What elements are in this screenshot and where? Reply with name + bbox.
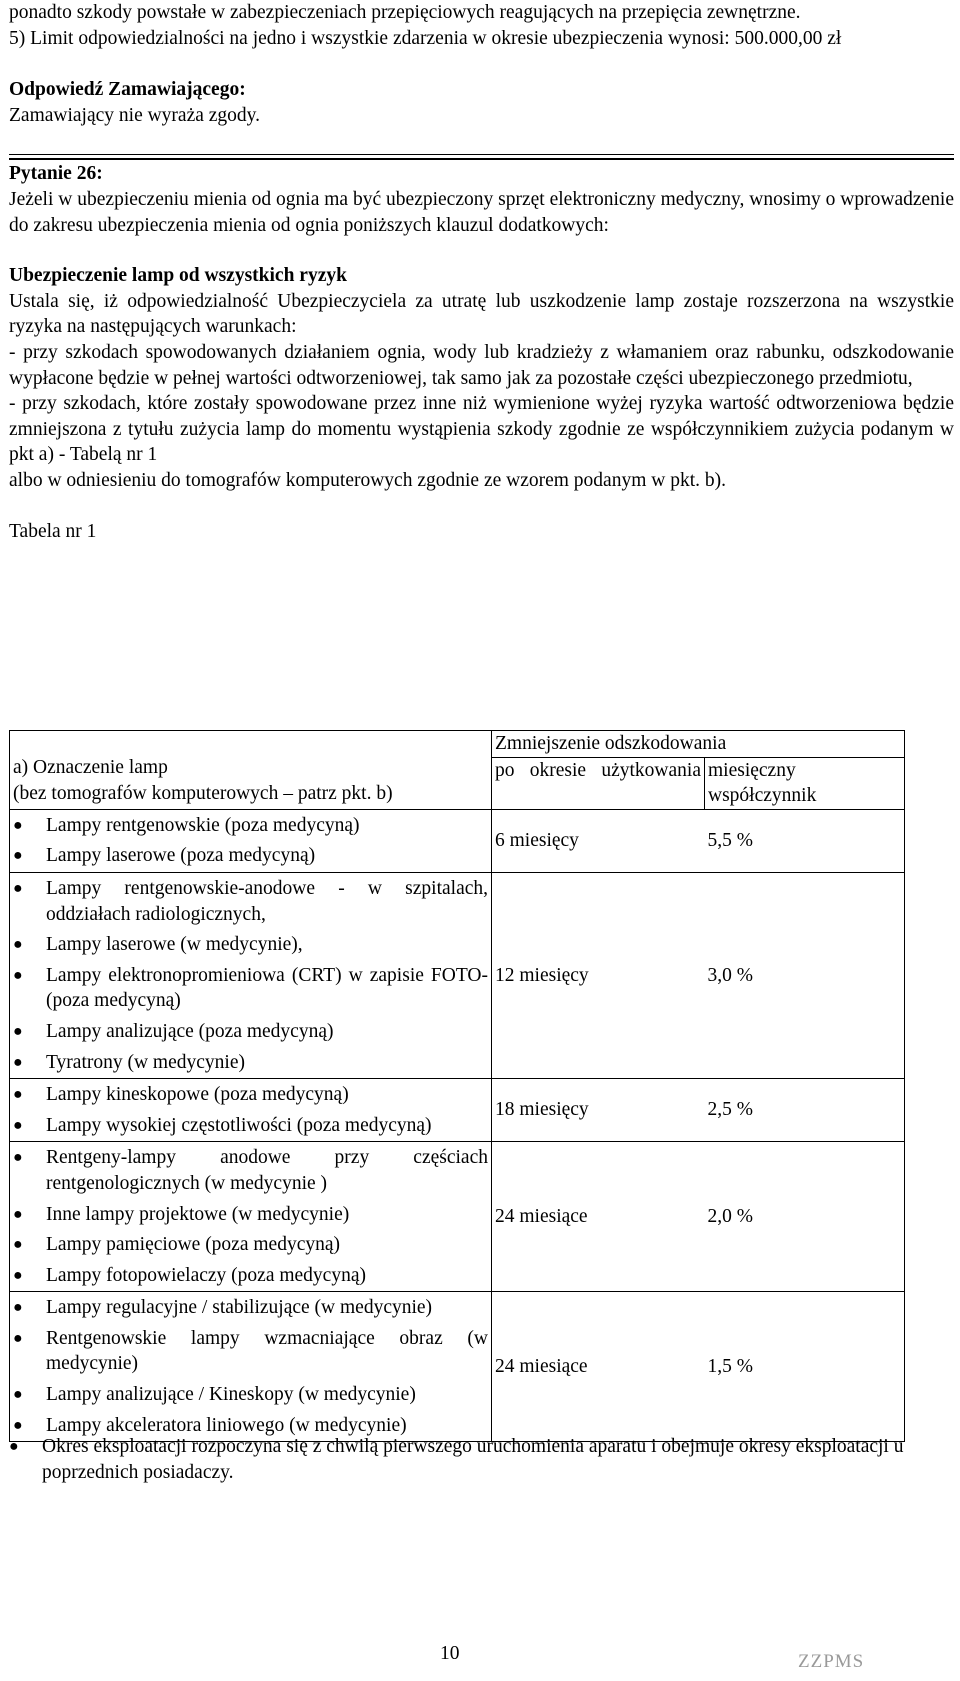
bullet-icon: ●	[13, 966, 23, 984]
list-item	[13, 1295, 488, 1321]
list-item	[13, 876, 488, 927]
lamp-list-cell	[10, 872, 492, 1078]
period-cell: 18 miesięcy	[492, 1079, 705, 1142]
question-heading: Pytanie 26:	[9, 163, 103, 185]
document-page	[9, 0, 954, 1483]
list-item	[13, 1113, 488, 1139]
page-number: 10	[440, 1643, 460, 1664]
clause-paragraph-3: - przy szkodach, które zostały spowodowane przez inne niż wymienione wyżej ryzyka wartość odtworzeniowa będzie zmniejszona z tytułu zużycia lamp do momentu wystąpienia szkody zgodnie ze współczynnikiem zużycia podanym w pkt a) - Tabelą nr 1	[9, 393, 954, 466]
list-item	[13, 1019, 488, 1045]
lamp-type: Lampy analizujące / Kineskopy (w medycynie)	[46, 1384, 416, 1406]
lamp-list-cell	[10, 1142, 492, 1292]
table-row	[10, 1079, 905, 1142]
clause-paragraph-4: albo w odniesieniu do tomografów komputerowych zgodnie ze wzorem podanym w pkt. b).	[9, 469, 726, 491]
lamp-type: Rentgeny-lampy anodowe przy częściach rentgenologicznych (w medycynie )	[46, 1147, 488, 1194]
header-factor: miesięczny współczynnik	[705, 757, 905, 809]
lamp-type: Lampy elektronopromieniowa (CRT) w zapisie FOTO- (poza medycyną)	[46, 964, 488, 1012]
table-row	[10, 1292, 905, 1442]
table-row	[10, 1142, 905, 1292]
answer-text: Zamawiający nie wyraża zgody.	[9, 104, 261, 126]
bullet-icon: ●	[13, 1205, 23, 1223]
list-item	[13, 1263, 488, 1289]
list-item	[13, 932, 488, 958]
answer-heading: Odpowiedź Zamawiającego:	[9, 79, 246, 101]
factor-cell: 5,5 %	[705, 809, 905, 872]
table-caption: Tabela nr 1	[9, 520, 97, 542]
bullet-icon: ●	[13, 1236, 23, 1254]
question-text: Jeżeli w ubezpieczeniu mienia od ognia ma być ubezpieczony sprzęt elektroniczny medyczny, wnosimy o wprowadzenie do zakresu ubezpieczenia mienia od ognia poniższych klauzul dodatkowych:	[9, 188, 954, 236]
period-cell: 12 miesięcy	[492, 872, 705, 1078]
header-lamp-designation	[10, 731, 492, 810]
lamp-list-cell	[10, 1079, 492, 1142]
list-item	[13, 1145, 488, 1196]
list-item	[13, 1050, 488, 1076]
lamp-list-cell	[10, 809, 492, 872]
factor-cell: 1,5 %	[705, 1292, 905, 1442]
header-reduction-group: Zmniejszenie odszkodowania	[492, 731, 905, 758]
section-divider	[9, 154, 954, 160]
final-note	[9, 1434, 954, 1485]
clause-heading: Ubezpieczenie lamp od wszystkich ryzyk	[9, 265, 347, 287]
bullet-icon: ●	[9, 1438, 19, 1455]
list-item	[13, 1232, 488, 1258]
period-cell: 6 miesięcy	[492, 809, 705, 872]
header-col1-line1: a) Oznaczenie lamp	[13, 757, 168, 778]
final-bullet-text: Okres eksploatacji rozpoczyna się z chwilą pierwszego uruchomienia aparatu i obejmuje okresy eksploatacji u poprzednich posiadaczy.	[42, 1436, 904, 1483]
lamp-list-cell	[10, 1292, 492, 1442]
bullet-icon: ●	[13, 1386, 23, 1404]
lamp-type: Tyratrony (w medycynie)	[46, 1051, 245, 1073]
period-cell: 24 miesiące	[492, 1292, 705, 1442]
list-item	[13, 843, 488, 869]
lamp-type: Lampy pamięciowe (poza medycyną)	[46, 1234, 340, 1256]
lamp-type: Lampy fotopowielaczy (poza medycyną)	[46, 1264, 366, 1286]
clause-paragraph-2: - przy szkodach spowodowanych działaniem ognia, wody lub kradzieży z włamaniem oraz rabunku, odszkodowanie wypłacone będzie w pełnej wartości odtworzeniowej, tak samo jak za pozostałe części ubezpieczonego przedmiotu,	[9, 341, 954, 389]
list-item	[13, 1326, 488, 1377]
bullet-icon: ●	[13, 1329, 23, 1347]
bullet-icon: ●	[13, 1149, 23, 1167]
lamp-type: Lampy kineskopowe (poza medycyną)	[46, 1084, 349, 1106]
bullet-icon: ●	[13, 1053, 23, 1071]
lamp-type: Inne lampy projektowe (w medycynie)	[46, 1203, 350, 1225]
lamp-type: Lampy laserowe (poza medycyną)	[46, 845, 316, 867]
bullet-icon: ●	[13, 1022, 23, 1040]
list-item	[13, 813, 488, 839]
lamp-type: Lampy wysokiej częstotliwości (poza medycyną)	[46, 1114, 432, 1136]
list-item	[13, 1382, 488, 1408]
bullet-icon: ●	[13, 816, 23, 834]
clause-paragraph-1: Ustala się, iż odpowiedzialność Ubezpieczyciela za utratę lub uszkodzenie lamp zostaje rozszerzona na wszystkie ryzyka na następujących warunkach:	[9, 290, 954, 338]
bullet-icon: ●	[13, 1416, 23, 1434]
list-item	[9, 1434, 954, 1485]
lamp-type: Lampy rentgenowskie-anodowe - w szpitalach, oddziałach radiologicznych,	[46, 877, 488, 925]
bullet-icon: ●	[13, 1266, 23, 1284]
watermark-logo: ZZPMS	[798, 1651, 865, 1672]
table-row	[10, 809, 905, 872]
lamp-type: Lampy analizujące (poza medycyną)	[46, 1020, 334, 1042]
header-period: po okresie użytkowania	[492, 757, 705, 809]
intro-line: ponadto szkody powstałe w zabezpieczeniach przepięciowych reagujących na przepięcia zewnętrzne.	[9, 2, 801, 23]
factor-cell: 2,5 %	[705, 1079, 905, 1142]
bullet-icon: ●	[13, 1116, 23, 1134]
lamp-table	[9, 730, 905, 1442]
bullet-icon: ●	[13, 879, 23, 897]
lamp-type: Lampy rentgenowskie (poza medycyną)	[46, 814, 360, 836]
list-item	[13, 1082, 488, 1108]
lamp-type: Lampy laserowe (w medycynie),	[46, 934, 303, 956]
table-row	[10, 872, 905, 1078]
factor-cell: 2,0 %	[705, 1142, 905, 1292]
lamp-type: Rentgenowskie lampy wzmacniające obraz (w medycynie)	[46, 1327, 488, 1375]
period-cell: 24 miesiące	[492, 1142, 705, 1292]
list-item	[13, 1202, 488, 1228]
bullet-icon: ●	[13, 1299, 23, 1317]
header-col1-line2: (bez tomografów komputerowych – patrz pkt. b)	[13, 782, 393, 804]
list-item	[13, 963, 488, 1014]
lamp-type: Lampy akceleratora liniowego (w medycynie)	[46, 1414, 407, 1436]
bullet-icon: ●	[13, 936, 23, 954]
table-header-row-1	[10, 731, 905, 758]
factor-cell: 3,0 %	[705, 872, 905, 1078]
bullet-icon: ●	[13, 1086, 23, 1104]
bullet-icon: ●	[13, 847, 23, 865]
liability-limit: 5) Limit odpowiedzialności na jedno i wszystkie zdarzenia w okresie ubezpieczenia wynosi: 500.000,00 zł	[9, 27, 842, 49]
lamp-type: Lampy regulacyjne / stabilizujące (w medycynie)	[46, 1297, 433, 1319]
